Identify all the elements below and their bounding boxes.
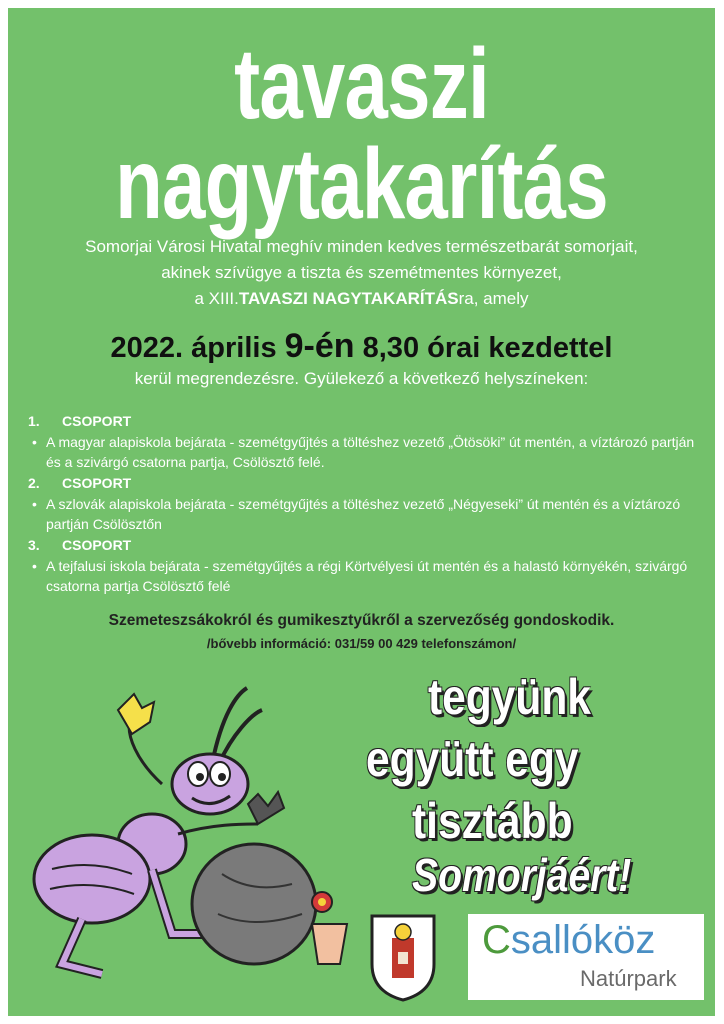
slogan-line-3: tisztább [412,793,573,849]
group-label: CSOPORT [62,413,132,429]
group-heading [28,472,704,494]
date-day: 9-én [284,327,355,365]
meeting-points-intro: kerül megrendezésre. Gyülekező a következő helyszíneken: [134,369,589,388]
group-description [24,494,704,534]
intro-line-3-suffix: ra, amely [458,289,529,308]
intro-line-2: akinek szívügye a tiszta és szemétmentes környezet, [161,263,562,282]
group-heading [28,410,704,432]
intro-line-3 [8,286,715,312]
event-date [8,326,715,368]
date-time: 8,30 órai kezdettel [362,332,613,364]
event-name: TAVASZI NAGYTAKARÍTÁS [238,289,459,308]
supplies-note: Szemeteszsákokról és gumikesztyűkről a szervezőség gondoskodik. [108,612,615,629]
title-line-2: nagytakarítás [115,128,608,240]
intro-line-1: Somorjai Városi Hivatal meghív minden kedves természetbarát somorjait, [85,237,638,256]
group-description [24,432,704,472]
group-list [24,410,704,596]
poster [8,8,715,1016]
bullet: • [32,558,37,574]
group-description [24,556,704,596]
group-label: CSOPORT [62,475,132,491]
title-line-1: tavaszi [234,28,489,140]
slogan-line-2: együtt egy [366,731,579,787]
date-prefix: 2022. április [110,332,277,364]
group-number: 2. [28,475,40,491]
group-label: CSOPORT [62,537,132,553]
contact-info: /bővebb információ: 031/59 00 429 telefonszámon/ [206,636,517,651]
group-number: 3. [28,537,40,553]
group-text: A szlovák alapiskola bejárata - szemétgyűjtés a töltéshez vezető „Négyeseki” út mentén és a víztározó partján Csölösztőn [46,496,681,532]
group-text: A tejfalusi iskola bejárata - szemétgyűjtés a régi Körtvélyesi út mentén és a halastó környékén, szivárgó csatorna partja Csölösztő felé [46,558,688,594]
ant-mascot-illustration [22,674,362,1014]
intro-line-3-prefix: a XIII. [194,289,239,308]
group-heading [28,534,704,556]
csallokoz-naturpark-logo [468,914,704,1000]
town-coat-of-arms-icon [368,908,438,1004]
group-text: A magyar alapiskola bejárata - szemétgyűjtés a töltéshez vezető „Ötösöki” út mentén, a víztározó partján és a szivárgó csatorna partja, Csölösztő felé. [46,434,695,470]
bullet: • [32,496,37,512]
group-number: 1. [28,413,40,429]
slogan-line-4: Somorjáért! [412,849,632,901]
logo-name: sallóköz [510,918,656,962]
logo-initial: C [482,918,511,962]
logo-subtitle: Natúrpark [580,966,677,991]
bullet: • [32,434,37,450]
slogan-line-1: tegyünk [428,669,591,725]
logo-title [482,918,655,963]
